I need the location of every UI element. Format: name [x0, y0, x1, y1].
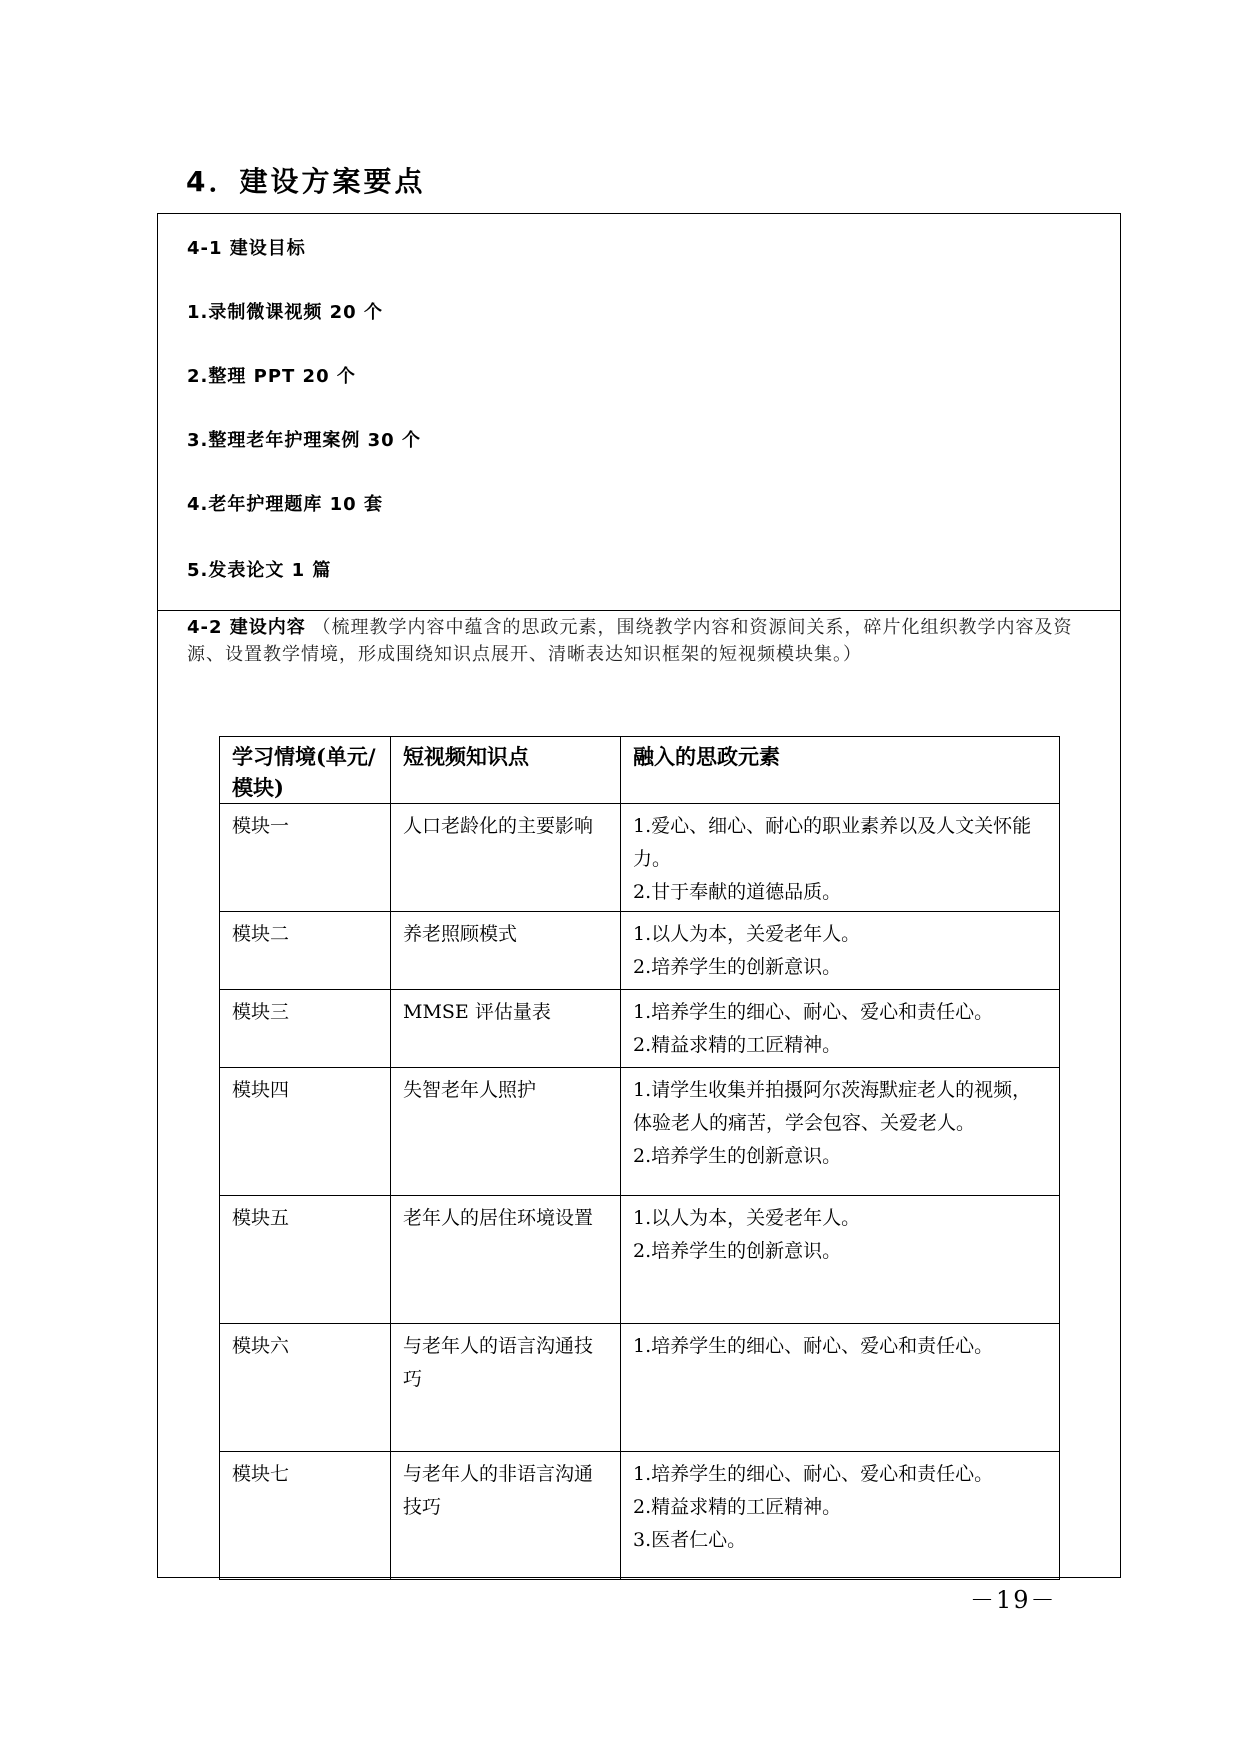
module-cell: 模块一 — [220, 804, 391, 912]
content-heading-block — [187, 614, 1097, 668]
element-line: 1.培养学生的细心、耐心、爱心和责任心。 — [633, 1463, 994, 1485]
table-row — [220, 1324, 1060, 1452]
topic-cell: 失智老年人照护 — [391, 1068, 621, 1196]
header-knowledge-point: 短视频知识点 — [391, 737, 621, 804]
goal-item: 3.整理老年护理案例 30 个 — [187, 430, 421, 451]
topic-cell: 与老年人的语言沟通技巧 — [391, 1324, 621, 1452]
elements-cell — [621, 1196, 1060, 1324]
module-table — [219, 736, 1060, 1580]
table-header-row — [220, 737, 1060, 804]
content-description: （梳理教学内容中蕴含的思政元素，围绕教学内容和资源间关系，碎片化组织教学内容及资源、设置教学情境，形成围绕知识点展开、清晰表达知识框架的短视频模块集。） — [187, 617, 1073, 665]
element-line: 2.精益求精的工匠精神。 — [633, 1496, 842, 1518]
table-row — [220, 1068, 1060, 1196]
table-row — [220, 912, 1060, 990]
element-line: 1.爱心、细心、耐心的职业素养以及人文关怀能力。 — [633, 815, 1032, 870]
module-cell: 模块四 — [220, 1068, 391, 1196]
elements-cell — [621, 990, 1060, 1068]
elements-cell — [621, 1068, 1060, 1196]
element-line: 3.医者仁心。 — [633, 1529, 747, 1551]
goals-heading: 4-1 建设目标 — [187, 238, 306, 259]
topic-cell: MMSE 评估量表 — [391, 990, 621, 1068]
element-line: 1.以人为本，关爱老年人。 — [633, 1207, 861, 1229]
elements-cell — [621, 1452, 1060, 1580]
goals-section — [158, 214, 1120, 611]
topic-cell: 人口老龄化的主要影响 — [391, 804, 621, 912]
topic-cell: 养老照顾模式 — [391, 912, 621, 990]
element-line: 1.培养学生的细心、耐心、爱心和责任心。 — [633, 1001, 994, 1023]
element-line: 1.请学生收集并拍摄阿尔茨海默症老人的视频，体验老人的痛苦，学会包容、关爱老人。 — [633, 1079, 1032, 1134]
content-heading: 4-2 建设内容 — [187, 617, 306, 638]
topic-cell: 与老年人的非语言沟通技巧 — [391, 1452, 621, 1580]
header-learning-context: 学习情境(单元/模块) — [220, 737, 391, 804]
construction-plan-box — [157, 213, 1121, 1578]
element-line: 1.培养学生的细心、耐心、爱心和责任心。 — [633, 1335, 994, 1357]
table-row — [220, 1452, 1060, 1580]
module-cell: 模块六 — [220, 1324, 391, 1452]
module-cell: 模块五 — [220, 1196, 391, 1324]
element-line: 2.培养学生的创新意识。 — [633, 1240, 842, 1262]
goal-item: 4.老年护理题库 10 套 — [187, 494, 383, 515]
table-row — [220, 804, 1060, 912]
elements-cell — [621, 804, 1060, 912]
topic-cell: 老年人的居住环境设置 — [391, 1196, 621, 1324]
elements-cell — [621, 912, 1060, 990]
goal-item: 5.发表论文 1 篇 — [187, 560, 332, 581]
module-cell: 模块七 — [220, 1452, 391, 1580]
element-line: 2.甘于奉献的道德品质。 — [633, 881, 842, 903]
element-line: 2.精益求精的工匠精神。 — [633, 1034, 842, 1056]
table-row — [220, 1196, 1060, 1324]
elements-cell — [621, 1324, 1060, 1452]
page-number: －19－ — [970, 1586, 1057, 1614]
module-cell: 模块三 — [220, 990, 391, 1068]
header-ideological-elements: 融入的思政元素 — [621, 737, 1060, 804]
section-title: 4．建设方案要点 — [186, 165, 426, 198]
element-line: 2.培养学生的创新意识。 — [633, 956, 842, 978]
goal-item: 1.录制微课视频 20 个 — [187, 302, 383, 323]
module-cell: 模块二 — [220, 912, 391, 990]
table-row — [220, 990, 1060, 1068]
goal-item: 2.整理 PPT 20 个 — [187, 366, 356, 387]
element-line: 2.培养学生的创新意识。 — [633, 1145, 842, 1167]
element-line: 1.以人为本，关爱老年人。 — [633, 923, 861, 945]
